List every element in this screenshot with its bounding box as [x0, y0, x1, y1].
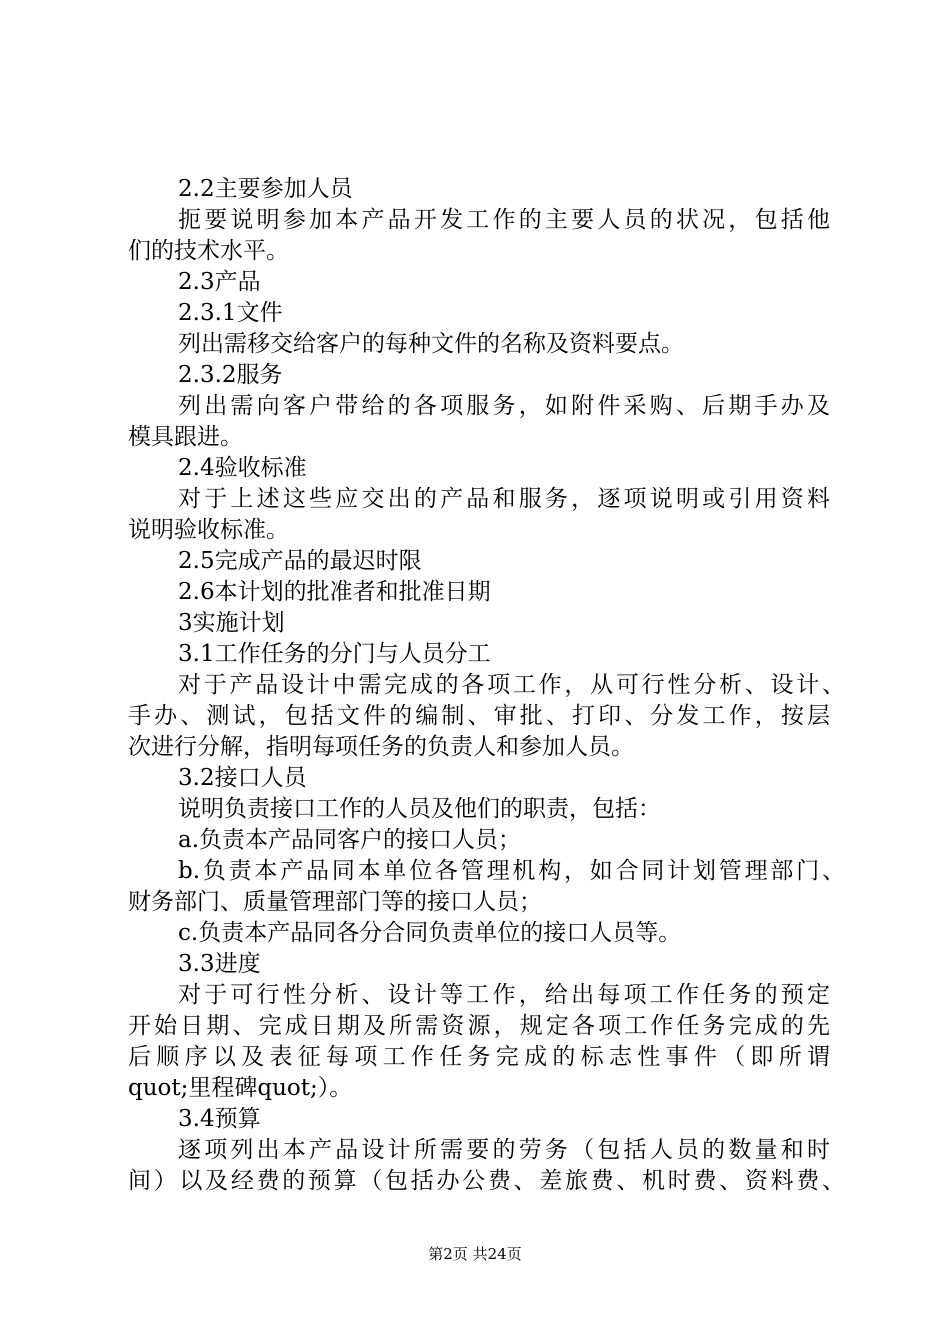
heading-2-3: 2.3产品	[178, 269, 261, 295]
paragraph-line: 间）以及经费的预算（包括办公费、差旅费、机时费、资料费、	[128, 1168, 845, 1194]
paragraph-line: 手办、测试，包括文件的编制、审批、打印、分发工作，按层	[128, 703, 830, 729]
heading-2-3-2: 2.3.2服务	[178, 362, 283, 388]
heading-3-3: 3.3进度	[178, 951, 261, 977]
page-footer: 第2页 共24页	[428, 1245, 522, 1263]
paragraph-line: 逐项列出本产品设计所需要的劳务（包括人员的数量和时	[178, 1137, 830, 1163]
heading-3-2: 3.2接口人员	[178, 765, 307, 791]
heading-2-2: 2.2主要参加人员	[178, 176, 353, 202]
heading-3-4: 3.4预算	[178, 1106, 261, 1132]
paragraph-line: 财务部门、质量管理部门等的接口人员；	[128, 889, 542, 915]
paragraph-line: 说明负责接口工作的人员及他们的职责，包括：	[178, 796, 661, 822]
paragraph-line: 对于可行性分析、设计等工作，给出每项工作任务的预定	[178, 982, 830, 1008]
paragraph-line: 对于上述这些应交出的产品和服务，逐项说明或引用资料	[178, 486, 830, 512]
heading-3: 3实施计划	[178, 610, 285, 636]
list-item-b: b.负责本产品同本单位各管理机构，如合同计划管理部门、	[178, 858, 845, 884]
paragraph-line: 们的技术水平。	[128, 238, 289, 264]
heading-2-5: 2.5完成产品的最迟时限	[178, 548, 422, 574]
heading-3-1: 3.1工作任务的分门与人员分工	[178, 641, 491, 667]
paragraph-line: 列出需移交给客户的每种文件的名称及资料要点。	[178, 331, 684, 357]
paragraph-line: 说明验收标准。	[128, 517, 289, 543]
paragraph-line: 扼要说明参加本产品开发工作的主要人员的状况，包括他	[178, 207, 830, 233]
paragraph-line: 次进行分解，指明每项任务的负责人和参加人员。	[128, 734, 634, 760]
paragraph-line: quot;里程碑quot;）。	[128, 1075, 353, 1101]
paragraph-line: 列出需向客户带给的各项服务，如附件采购、后期手办及	[178, 393, 830, 419]
paragraph-line: 对于产品设计中需完成的各项工作，从可行性分析、设计、	[178, 672, 845, 698]
heading-2-6: 2.6本计划的批准者和批准日期	[178, 579, 491, 605]
heading-2-3-1: 2.3.1文件	[178, 300, 283, 326]
paragraph-line: 开始日期、完成日期及所需资源，规定各项工作任务完成的先	[128, 1013, 830, 1039]
heading-2-4: 2.4验收标准	[178, 455, 307, 481]
paragraph-line: 模具跟进。	[128, 424, 243, 450]
list-item-c: c.负责本产品同各分合同负责单位的接口人员等。	[178, 920, 682, 946]
list-item-a: a.负责本产品同客户的接口人员；	[178, 827, 522, 853]
paragraph-line: 后顺序以及表征每项工作任务完成的标志性事件（即所谓	[128, 1044, 830, 1070]
